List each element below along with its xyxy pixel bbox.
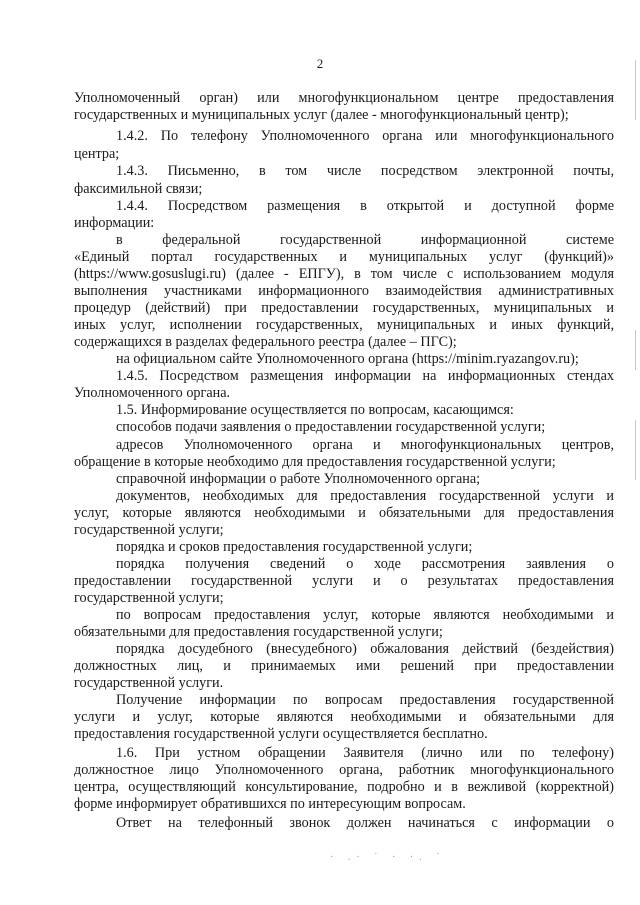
text-line: информации: bbox=[74, 215, 155, 231]
text-line: должностное лицо Уполномоченного органа, работник многофункционального bbox=[74, 762, 614, 778]
text-line: форме информирует обратившихся по интересующим вопросам. bbox=[74, 796, 466, 812]
text-line: предоставления государственной услуги осуществляется бесплатно. bbox=[74, 726, 488, 742]
text-line: государственной услуги; bbox=[74, 522, 224, 538]
text-line: государственной услуги; bbox=[74, 590, 224, 606]
text-line: факсимильной связи; bbox=[74, 181, 203, 197]
text-line: 1.4.5. Посредством размещения информации на информационных стендах bbox=[116, 368, 614, 384]
text-line: государственных и муниципальных услуг (далее - многофункциональный центр); bbox=[74, 107, 569, 123]
text-line: Уполномоченного органа. bbox=[74, 385, 231, 401]
text-line: услуги и услуг, которые являются необходимыми и обязательными для bbox=[74, 709, 614, 725]
text-line: выполнения участниками информационного взаимодействия административных bbox=[74, 283, 614, 299]
text-line: обращение в которые необходимо для предоставления государственной услуги; bbox=[74, 454, 556, 470]
text-line: адресов Уполномоченного органа и многофункциональных центров, bbox=[116, 437, 614, 453]
text-line: центра; bbox=[74, 146, 120, 162]
text-line: центра, осуществляющий консультирование, подробно и в вежливой (корректной) bbox=[74, 779, 614, 795]
text-line: 1.4.3. Письменно, в том числе посредством электронной почты, bbox=[116, 163, 614, 179]
text-line: Ответ на телефонный звонок должен начинаться с информации о bbox=[116, 815, 614, 831]
text-line: по вопросам предоставления услуг, которые являются необходимыми и bbox=[116, 607, 614, 623]
text-line: Уполномоченный орган) или многофункциональном центре предоставления bbox=[74, 90, 614, 106]
text-line: обязательными для предоставления государственной услуги; bbox=[74, 624, 443, 640]
text-line: иных услуг, исполнении государственных, муниципальных и иных функций, bbox=[74, 317, 614, 333]
text-line: порядка и сроков предоставления государственной услуги; bbox=[116, 539, 473, 555]
text-line: порядка получения сведений о ходе рассмотрения заявления о bbox=[116, 556, 614, 572]
scan-noise: · .· ˙ · ·. ˙ bbox=[330, 852, 446, 863]
text-line: 1.5. Информирование осуществляется по вопросам, касающимся: bbox=[116, 402, 514, 418]
scan-edge-mark bbox=[635, 60, 636, 120]
scan-edge-mark bbox=[635, 420, 636, 480]
text-line: Получение информации по вопросам предоставления государственной bbox=[116, 692, 614, 708]
text-line: должностных лиц, и принимаемых ими решений при предоставлении bbox=[74, 658, 614, 674]
text-line: порядка досудебного (внесудебного) обжалования действий (бездействия) bbox=[116, 641, 614, 657]
text-line: содержащихся в разделах федерального реестра (далее – ПГС); bbox=[74, 334, 457, 350]
text-line: на официальном сайте Уполномоченного органа (https://minim.ryazangov.ru); bbox=[116, 351, 579, 367]
text-line: способов подачи заявления о предоставлении государственной услуги; bbox=[116, 419, 546, 435]
text-line: процедур (действий) при предоставлении государственных, муниципальных и bbox=[74, 300, 614, 316]
text-line: (https://www.gosuslugi.ru) (далее - ЕПГУ), в том числе с использованием модуля bbox=[74, 266, 614, 282]
scan-edge-mark bbox=[635, 330, 636, 370]
text-line: 1.4.4. Посредством размещения в открытой и доступной форме bbox=[116, 198, 614, 214]
text-line: 1.6. При устном обращении Заявителя (лично или по телефону) bbox=[116, 745, 614, 761]
text-line: документов, необходимых для предоставления государственной услуги и bbox=[116, 488, 614, 504]
text-line: государственной услуги. bbox=[74, 675, 224, 691]
text-line: в федеральной государственной информационной системе bbox=[116, 232, 614, 248]
text-line: «Единый портал государственных и муниципальных услуг (функций)» bbox=[74, 249, 614, 265]
text-line: справочной информации о работе Уполномоченного органа; bbox=[116, 471, 481, 487]
page-number: 2 bbox=[316, 56, 324, 71]
text-line: предоставлении государственной услуги и о результатах предоставления bbox=[74, 573, 614, 589]
text-line: услуг, которые являются необходимыми и обязательными для предоставления bbox=[74, 505, 614, 521]
text-line: 1.4.2. По телефону Уполномоченного органа или многофункционального bbox=[116, 128, 614, 144]
